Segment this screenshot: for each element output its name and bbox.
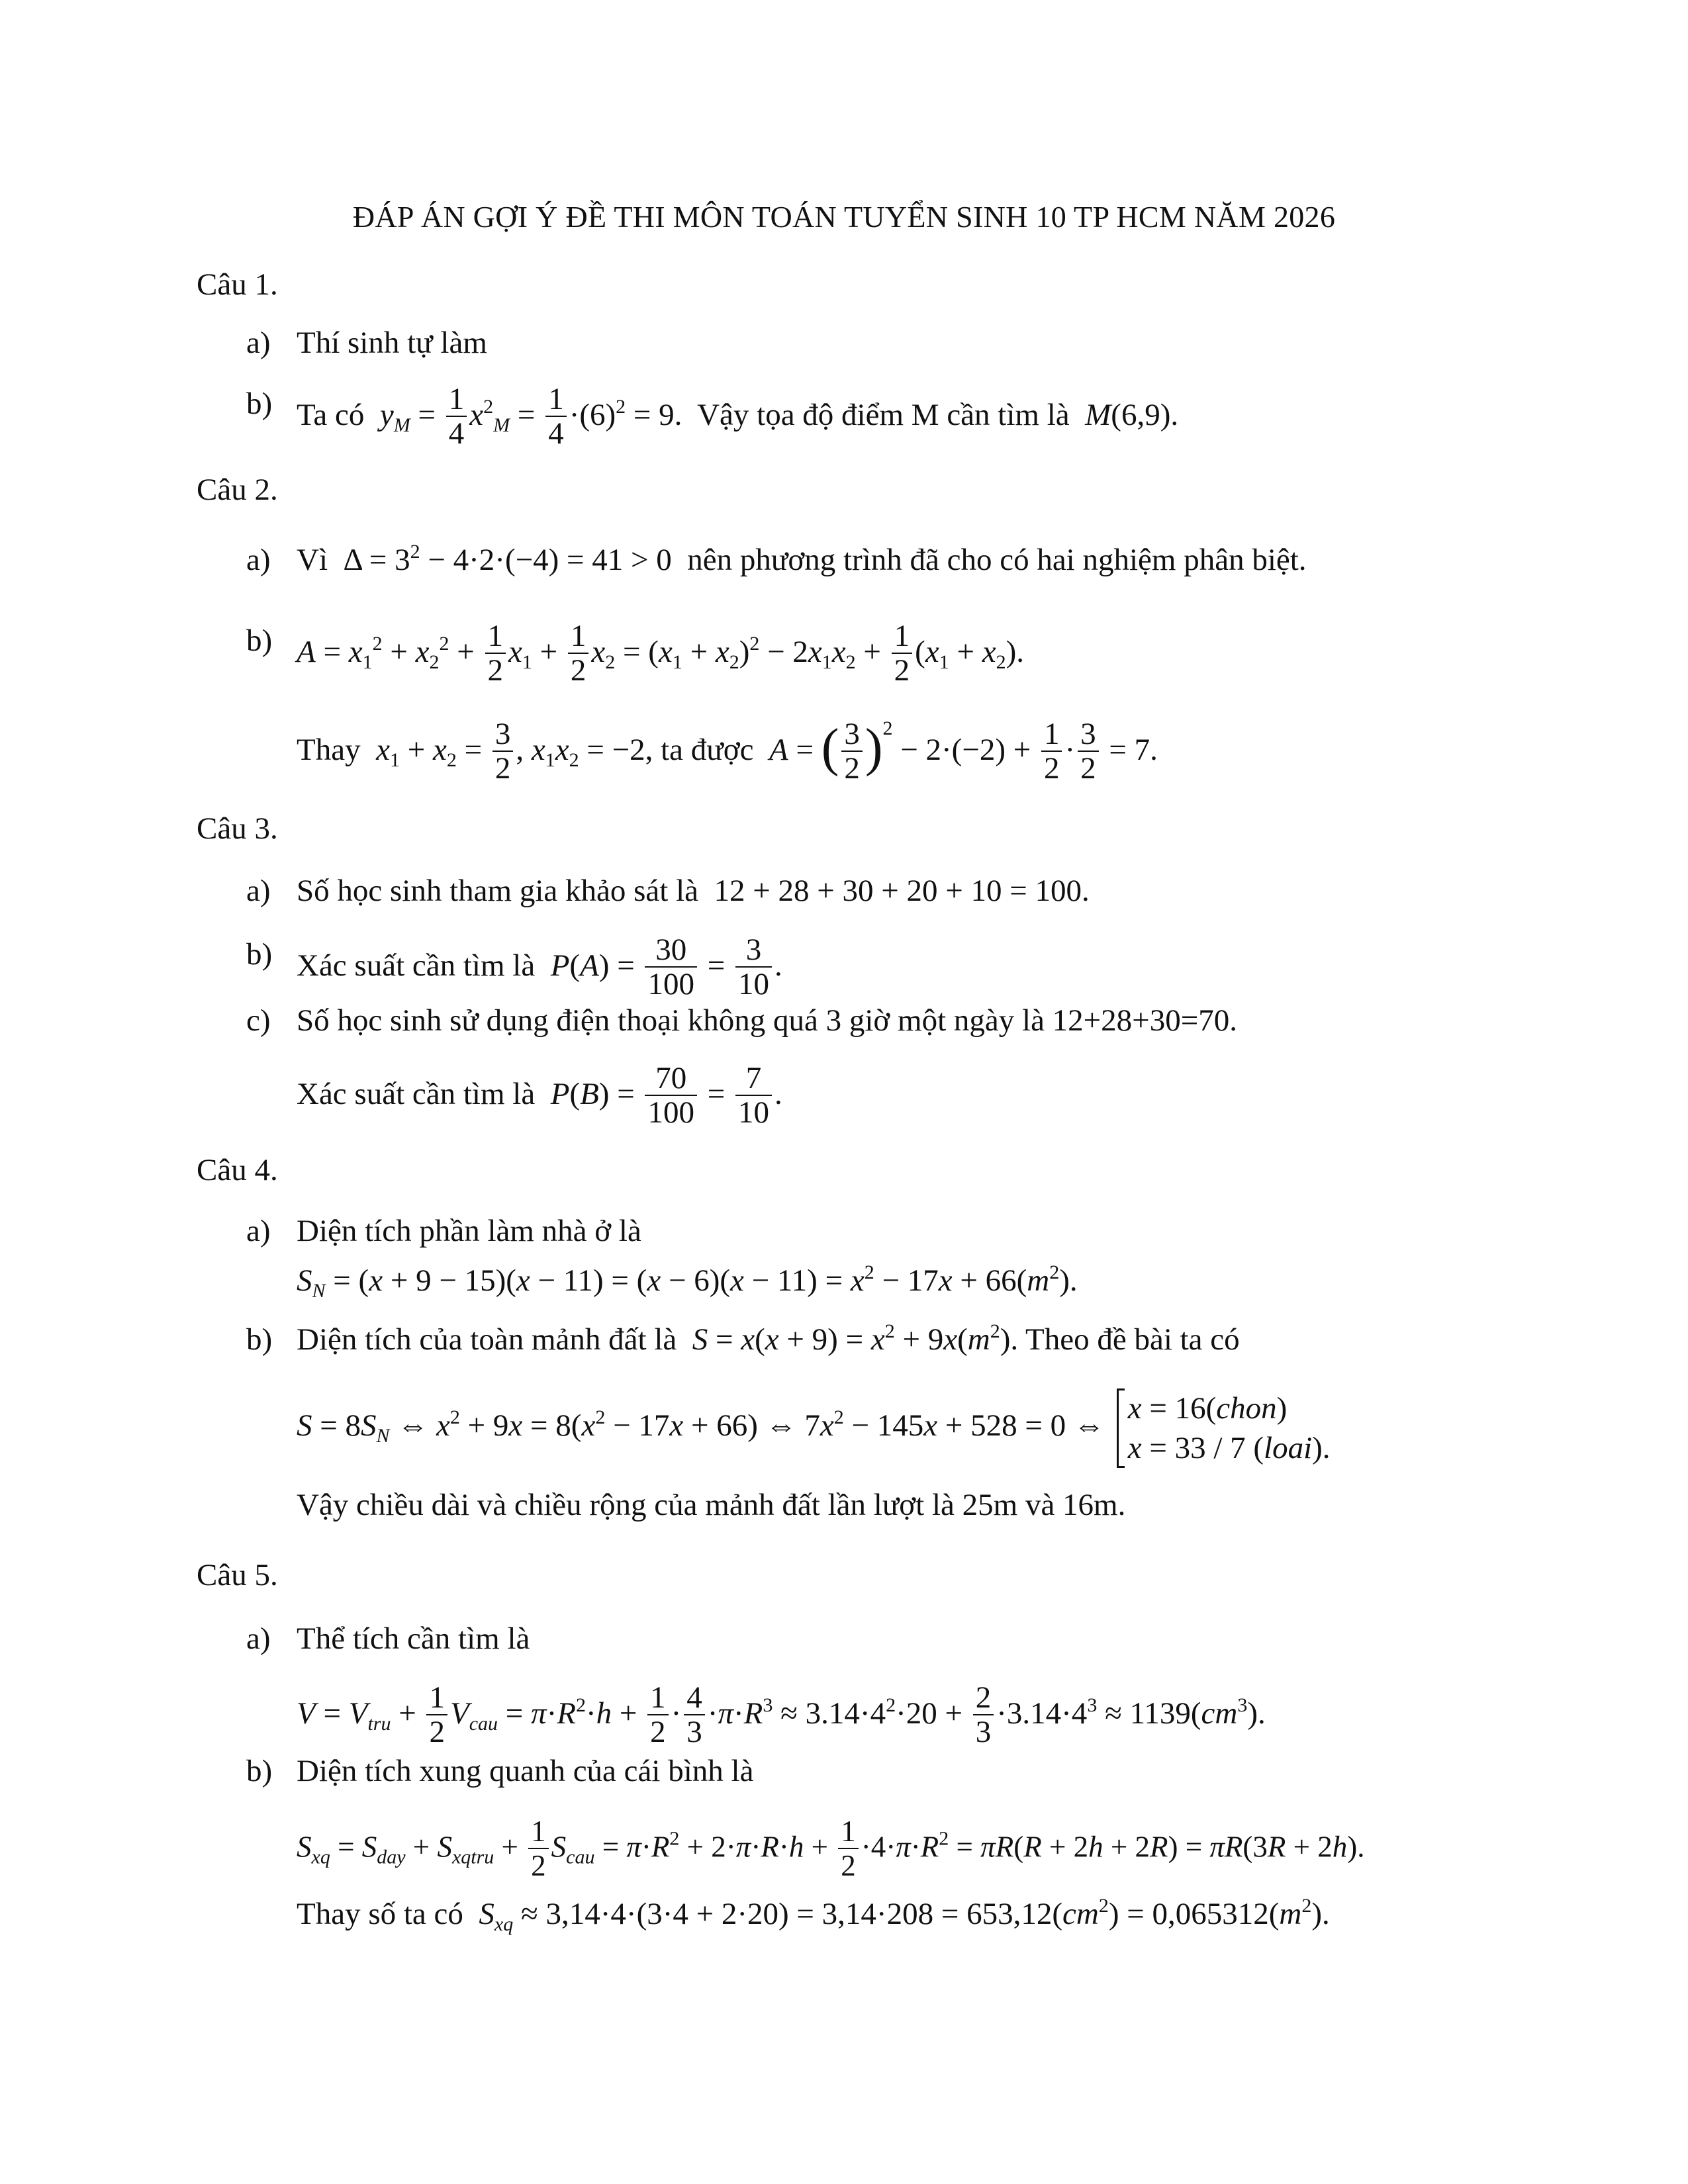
q3-b-text: Xác suất cần tìm là	[297, 948, 536, 983]
q2-b-label: b)	[246, 623, 273, 658]
q5-a-label: a)	[246, 1621, 271, 1656]
q3-a-text: Số học sinh tham gia khảo sát là	[297, 874, 698, 908]
q2-heading: Câu 2.	[197, 473, 278, 507]
q2-a-formula: $\Delta = 3^2 - 4\cdot 2\cdot(-4) = 41 > 0$	[343, 541, 672, 577]
q4-b-text1: Diện tích của toàn mảnh đất là	[297, 1322, 677, 1357]
q3-heading: Câu 3.	[197, 811, 278, 846]
q2-b-line2	[297, 719, 1158, 786]
q2-b-result: A = ( $\frac{3}{2}$ )$^2$ − 2·(−2) + $\frac{1}{2}$ · $\frac{3}{2}$ = 7.	[769, 717, 1158, 786]
q4-a-formula: $S_N = (x + 9 - 15)(x - 11) = (x - 6)(x - 11) = x^2 - 17x + 66(m^2)$.	[297, 1261, 1078, 1302]
q5-b-formula: $S_{xq} = S_{day} + S_{xqtru}$ + $\frac{1}{2}$ $S_{cau} = \pi\cdot R^2 + 2\cdot\pi\cdot R\cdot h$ + $\frac{1}{2}$ $\cdot 4\cdot\pi\cdot R^2 = \pi R(R + 2h + 2R) = \pi R(3R + 2h)$.	[297, 1815, 1365, 1882]
q3-c-label: c)	[246, 1003, 271, 1038]
q2-b-text1: Thay	[297, 732, 361, 767]
q5-b-result: $S_{xq} \approx 3,14\cdot 4\cdot(3\cdot 4 + 2\cdot 20) = 3,14\cdot 208 = 653,12(cm^2) = 0,065312(m^2)$.	[479, 1895, 1330, 1935]
q3-a-label: a)	[246, 874, 271, 908]
q4-a-text: Diện tích phần làm nhà ở là	[297, 1214, 641, 1248]
q3-a-formula: 12 + 28 + 30 + 20 + 10 = 100.	[714, 874, 1090, 908]
q2-b-sub: $x_1 + x_2$ = $\frac{3}{2}$ , $x_1x_2 = -2$	[376, 717, 645, 786]
q3-c-text2: Xác suất cần tìm là	[297, 1076, 536, 1111]
q4-b-cases	[1117, 1388, 1331, 1468]
q4-heading: Câu 4.	[197, 1153, 278, 1187]
q3-a-line	[297, 871, 1090, 911]
q2-a-text1: Vì	[297, 543, 328, 577]
q1-b-answer: M(6,9).	[1085, 397, 1179, 432]
q5-b-text2: Thay số ta có	[297, 1897, 463, 1931]
q2-a-line	[297, 540, 1307, 580]
q4-conclusion: Vậy chiều dài và chiều rộng của mảnh đất lần lượt là 25m và 16m.	[297, 1488, 1126, 1522]
q4-b-label: b)	[246, 1322, 273, 1357]
q4-b-formula1: $S = x(x + 9) = x^2 + 9x(m^2)$	[692, 1320, 1011, 1357]
q4-a-label: a)	[246, 1214, 271, 1248]
q4-b-case2: x = 33 / 7 (loai).	[1127, 1431, 1331, 1465]
q3-c-line2	[297, 1063, 782, 1130]
q1-a-label: a)	[246, 326, 271, 360]
q4-b-line	[297, 1320, 1240, 1359]
q5-heading: Câu 5.	[197, 1558, 278, 1592]
q2-a-label: a)	[246, 543, 271, 577]
q4-b-text2: . Theo đề bài ta có	[1010, 1322, 1240, 1357]
q4-b-equation: $S = 8S_N$ ⇔ $x^2 + 9x = 8(x^2 - 17x + 66)$ ⇔ $7x^2 - 145x + 528 = 0$ ⇔ x = 16(chon) x = 33 / 7 (loai).	[297, 1388, 1331, 1468]
q1-b-line	[297, 384, 1178, 451]
q3-c-formula: P(B) = $\frac{70}{100}$ = $\frac{7}{10}$ .	[550, 1061, 782, 1130]
q1-b-text1: Ta có	[297, 397, 365, 432]
q5-b-label: b)	[246, 1754, 273, 1788]
q3-b-formula: P(A) = $\frac{30}{100}$ = $\frac{3}{10}$ .	[550, 933, 782, 1001]
q5-b-line3	[297, 1894, 1330, 1934]
page-title: ĐÁP ÁN GỢI Ý ĐỀ THI MÔN TOÁN TUYỂN SINH 10 TP HCM NĂM 2026	[352, 200, 1336, 234]
q1-b-text2: Vậy tọa độ điểm M cần tìm là	[697, 397, 1070, 432]
q2-b-formula: $A = x_1^2 + x_2^2$ + $\frac{1}{2}$ $x_1$ + $\frac{1}{2}$ $x_2 = (x_1 + x_2)^2 - 2x_1x_2$ + $\frac{1}{2}$ $(x_1 + x_2)$.	[297, 619, 1024, 688]
q3-b-label: b)	[246, 937, 273, 972]
q5-a-text: Thể tích cần tìm là	[297, 1621, 530, 1656]
q2-b-text2: , ta được	[645, 732, 754, 767]
q1-heading: Câu 1.	[197, 267, 278, 302]
q5-a-formula: $V = V_{tru}$ + $\frac{1}{2}$ $V_{cau} = \pi\cdot R^2\cdot h$ + $\frac{1}{2}$ · $\frac{4}{3}$ $\cdot\pi\cdot R^3 \approx 3.14\cdot 4^2\cdot 20$ + $\frac{2}{3}$ $\cdot 3.14\cdot 4^3 \approx 1139(cm^3)$.	[297, 1680, 1266, 1749]
q1-b-label: b)	[246, 387, 273, 421]
q3-b-line	[297, 934, 782, 1002]
q4-b-case1: x = 16(chon)	[1127, 1391, 1288, 1426]
q1-a-text: Thí sinh tự làm	[297, 326, 487, 360]
q1-b-formula: $y_M$ = $\frac{1}{4}$ $x^2_M$ = $\frac{1}{4}$ $\cdot(6)^2 = 9$.	[379, 382, 682, 451]
q5-b-text: Diện tích xung quanh của cái bình là	[297, 1754, 754, 1788]
q2-a-text2: nên phương trình đã cho có hai nghiệm phân biệt.	[687, 543, 1307, 577]
q3-c-text: Số học sinh sử dụng điện thoại không quá 3 giờ một ngày là 12+28+30=70.	[297, 1003, 1237, 1038]
